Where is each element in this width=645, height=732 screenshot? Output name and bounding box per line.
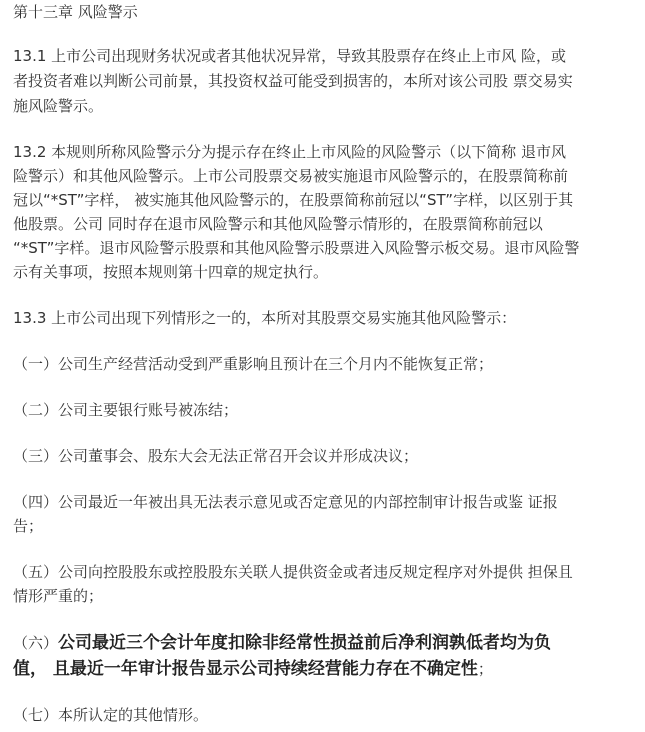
- list-item-4-line: （四）公司最近一年被出具无法表示意见或否定意见的内部控制审计报告或鉴 证报: [13, 493, 558, 511]
- list-item-6-bold-text: 值， 且最近一年审计报告显示公司持续经营能力存在不确定性: [13, 659, 478, 679]
- list-item-5-line: （五）公司向控股股东或控股股东关联人提供资金或者违反规定程序对外提供 担保且: [13, 563, 573, 581]
- paragraph-13-1-line: 者投资者难以判断公司前景，其投资权益可能受到损害的，本所对该公司股 票交易实: [13, 72, 573, 90]
- paragraph-13-1-line: 13.1 上市公司出现财务状况或者其他状况异常，导致其股票存在终止上市风 险，或: [13, 47, 566, 65]
- list-item-2: （二）公司主要银行账号被冻结；: [13, 401, 239, 419]
- list-item-3: （三）公司董事会、股东大会无法正常召开会议并形成决议；: [13, 447, 419, 465]
- list-item-4-line: 告；: [13, 517, 44, 535]
- paragraph-13-2-line: 险警示）和其他风险警示。上市公司股票交易被实施退市风险警示的，在股票简称前: [13, 167, 569, 185]
- list-item-6-line: [13, 656, 493, 682]
- paragraph-13-2-line: 他股票。公司 同时存在退市风险警示和其他风险警示情形的，在股票简称前冠以: [13, 215, 543, 233]
- list-item-6-prefix: （六）: [13, 634, 59, 652]
- list-item-6-suffix: ；: [477, 660, 493, 678]
- paragraph-13-2-line: “*ST”字样。退市风险警示股票和其他风险警示股票进入风险警示板交易。退市风险警: [13, 239, 580, 257]
- list-item-5-line: 情形严重的；: [13, 587, 104, 605]
- chapter-title: 第十三章 风险警示: [13, 3, 138, 21]
- list-item-6-line: [13, 630, 551, 656]
- paragraph-13-1-line: 施风险警示。: [13, 97, 104, 115]
- paragraph-13-2-line: 示有关事项，按照本规则第十四章的规定执行。: [13, 263, 329, 281]
- list-item-6-bold-text: 公司最近三个会计年度扣除非经常性损益前后净利润孰低者均为负: [58, 633, 552, 653]
- list-item-7: （七）本所认定的其他情形。: [13, 706, 209, 724]
- list-item-1: （一）公司生产经营活动受到严重影响且预计在三个月内不能恢复正常；: [13, 355, 494, 373]
- paragraph-13-3: 13.3 上市公司出现下列情形之一的，本所对其股票交易实施其他风险警示：: [13, 309, 517, 327]
- paragraph-13-2-line: 13.2 本规则所称风险警示分为提示存在终止上市风险的风险警示（以下简称 退市风: [13, 143, 566, 161]
- paragraph-13-2-line: 冠以“*ST”字样， 被实施其他风险警示的，在股票简称前冠以“ST”字样，以区别于其: [13, 191, 574, 209]
